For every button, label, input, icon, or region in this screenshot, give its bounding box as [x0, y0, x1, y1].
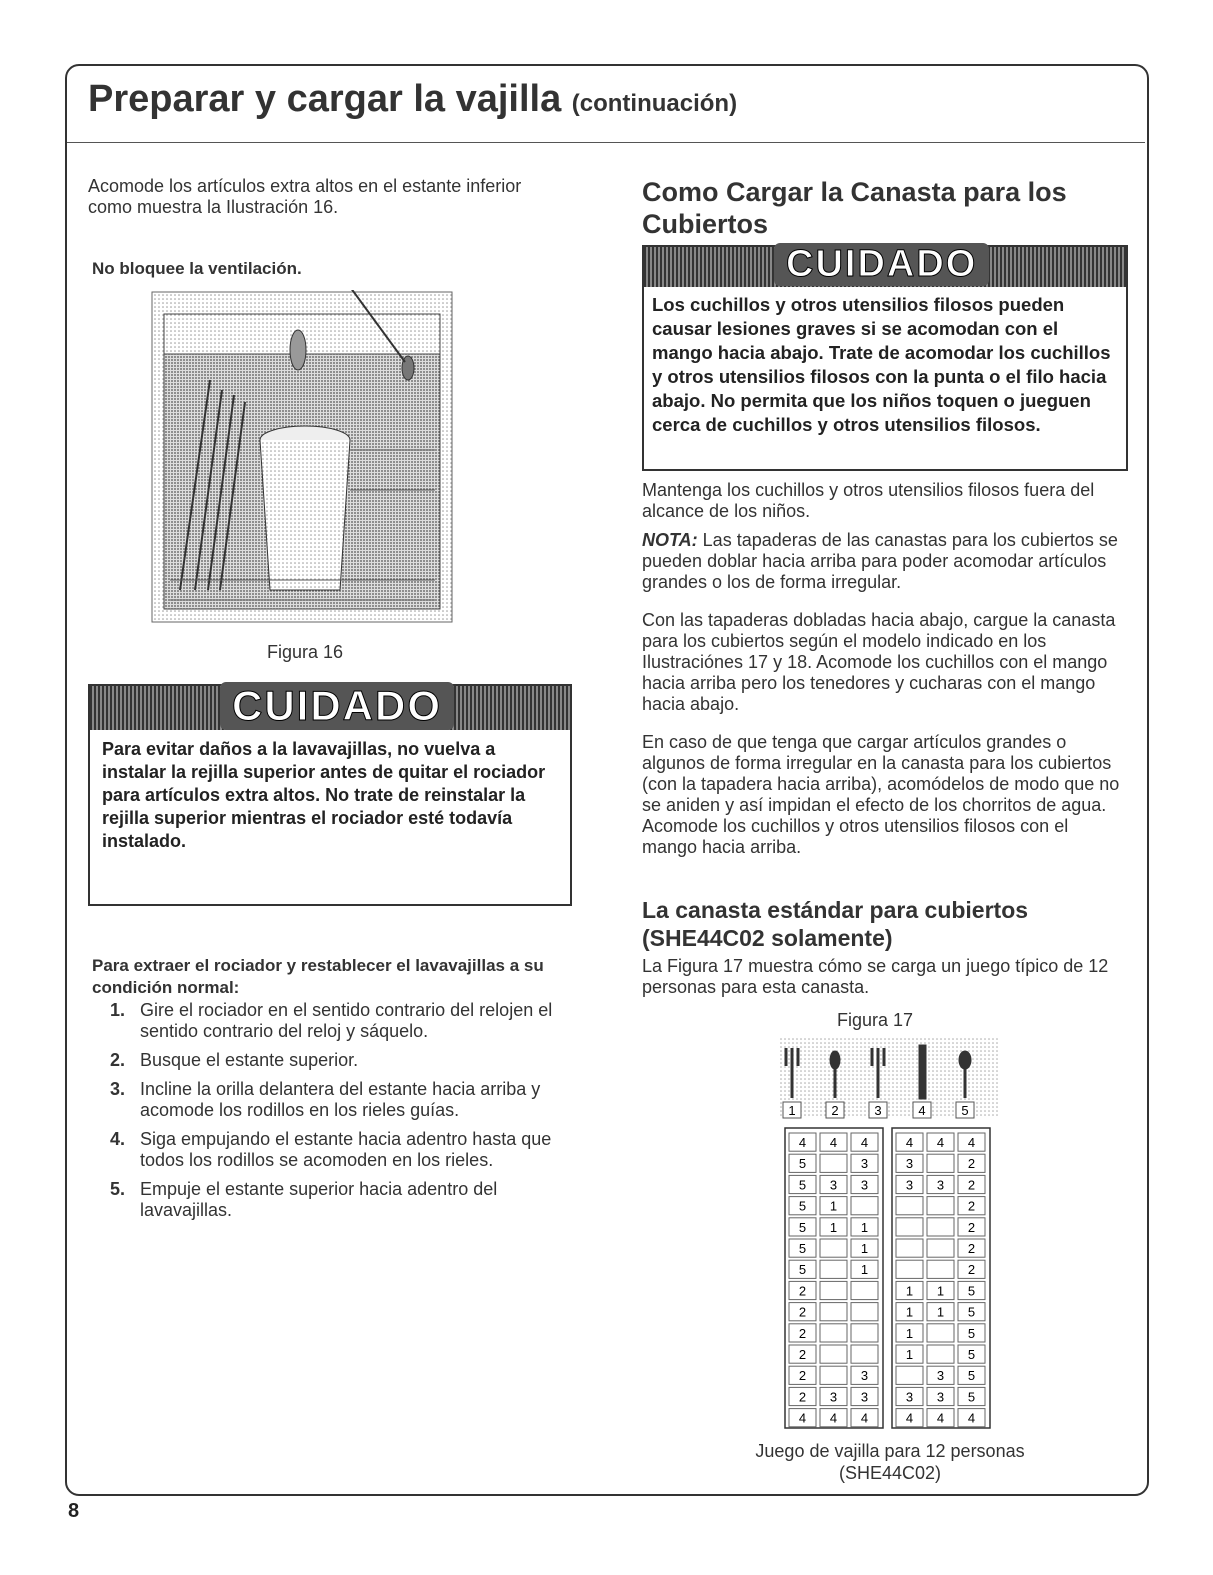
basket-slot-number: 5	[967, 1283, 976, 1299]
paragraph-figure-17: La Figura 17 muestra cómo se carga un juego típico de 12 personas para esta canasta.	[642, 956, 1109, 997]
basket-slot-number: 3	[936, 1177, 945, 1193]
basket-slot-number: 2	[798, 1304, 807, 1320]
basket-slot-number: 2	[967, 1241, 976, 1256]
basket-slot-number: 2	[798, 1389, 807, 1405]
basket-slot	[820, 1345, 847, 1363]
basket-slot-number: 5	[967, 1304, 976, 1320]
basket-slot-number: 4	[936, 1410, 945, 1426]
step-item: 3. Incline la orilla delantera del estante hacia arriba y acomode los rodillos en los rieles guías.	[110, 1079, 541, 1120]
figure-17-caption-line: Juego de vajilla para 12 personas	[755, 1441, 1025, 1461]
basket-slot	[820, 1260, 847, 1278]
basket-slot	[820, 1239, 847, 1257]
caution-box-rack	[88, 684, 572, 906]
step-item: 5. Empuje el estante superior hacia adentro del lavavajillas.	[110, 1179, 498, 1220]
basket-slot-number: 5	[967, 1347, 976, 1362]
section-heading-cubiertos: Como Cargar la Canasta para los Cubiertos	[642, 177, 1067, 239]
steps-list	[110, 1000, 580, 1229]
basket-slot	[820, 1324, 847, 1342]
basket-slot-number: 3	[860, 1368, 869, 1384]
basket-slot-number: 3	[936, 1368, 945, 1384]
figure-17-caption-line: (SHE44C02)	[838, 1463, 942, 1483]
nota-paragraph: NOTA: Las tapaderas de las canastas para los cubiertos se pueden doblar hacia arriba para poder acomodar artículos grandes o los de forma irregular.	[642, 530, 1118, 592]
step-item: 2. Busque el estante superior.	[110, 1050, 359, 1070]
basket-slot-number: 4	[860, 1410, 869, 1426]
basket-slot-number: 5	[967, 1368, 976, 1384]
basket-slot	[927, 1260, 954, 1278]
basket-slot	[851, 1281, 878, 1299]
basket-slot-number: 3	[905, 1389, 914, 1405]
basket-slot-number: 3	[829, 1177, 838, 1193]
basket-slot	[851, 1303, 878, 1321]
basket-slot-number: 1	[936, 1304, 945, 1320]
basket-slot-number: 1	[860, 1219, 869, 1235]
basket-slot-number: 1	[905, 1283, 914, 1299]
figure-16-caption: Figura 16	[266, 642, 344, 662]
basket-slot-number: 3	[829, 1389, 838, 1405]
page-title: Preparar y cargar la vajilla (continuación)	[88, 78, 738, 120]
basket-slot	[820, 1366, 847, 1384]
basket-slot	[896, 1260, 923, 1278]
basket-slot-number: 3	[860, 1177, 869, 1193]
paragraph-loading: Con las tapaderas dobladas hacia abajo, cargue la canasta para los cubiertos según el modelo indicado en los Ilustraciónes 17 y 18. Acomode los cuchillos con el mango hacia arriba pero los tenedores y cucharas con el mango hacia abajo.	[642, 610, 1116, 714]
basket-slot-number: 4	[860, 1135, 869, 1150]
basket-slot-number: 1	[936, 1283, 945, 1299]
title-divider	[67, 142, 1145, 143]
basket-slot-number: 5	[798, 1262, 807, 1278]
basket-slot-number: 5	[798, 1198, 807, 1214]
basket-slot-number: 4	[905, 1410, 914, 1426]
page-number: 8	[68, 1500, 80, 1522]
basket-slot-number: 2	[967, 1177, 976, 1193]
basket-slot-number: 4	[936, 1135, 945, 1150]
caution-word: CUIDADO	[220, 682, 454, 730]
figure-16-dishwasher-illustration	[150, 290, 455, 625]
caution-word: CUIDADO	[774, 243, 989, 286]
basket-slot-number: 1	[905, 1347, 914, 1362]
basket-slot	[820, 1154, 847, 1172]
basket-slot	[927, 1197, 954, 1215]
paragraph-keep-away: Mantenga los cuchillos y otros utensilios filosos fuera del alcance de los niños.	[642, 480, 1095, 521]
basket-slot-number: 5	[798, 1156, 807, 1172]
knife-icon	[920, 1046, 925, 1098]
basket-slot-number: 4	[905, 1135, 914, 1150]
legend-number: 4	[918, 1103, 926, 1118]
subheading-standard-basket: La canasta estándar para cubiertos (SHE44C02 solamente)	[642, 897, 1029, 951]
basket-slot	[896, 1366, 923, 1384]
basket-slot-number: 4	[829, 1135, 838, 1150]
basket-slot	[927, 1324, 954, 1342]
basket-slot	[927, 1154, 954, 1172]
paragraph-large-items: En caso de que tenga que cargar artículos grandes o algunos de forma irregular en la canasta para los cubiertos (con la tapadera hacia arriba), acomódelos de modo que no se aniden y así impidan el efecto de los chorritos de agua. Acomode los cuchillos y otros utensilios filosos con el mango hacia arriba.	[642, 732, 1120, 857]
vent-label: No bloquee la ventilación.	[92, 259, 302, 278]
basket-slot-number: 2	[798, 1347, 807, 1362]
basket-slot	[896, 1197, 923, 1215]
basket-slot-number: 1	[860, 1262, 869, 1278]
basket-slot	[927, 1218, 954, 1236]
basket-slot-number: 5	[798, 1177, 807, 1193]
basket-slot-number: 4	[798, 1410, 807, 1426]
basket-slot	[927, 1239, 954, 1257]
step-item: 1. Gire el rociador en el sentido contrario del relojen el sentido contrario del reloj y sáquelo.	[110, 1000, 553, 1041]
caution-box-knives	[642, 245, 1128, 471]
basket-slot	[896, 1239, 923, 1257]
basket-slot-number: 3	[860, 1389, 869, 1405]
basket-slot-number: 1	[829, 1219, 838, 1235]
legend-number: 5	[961, 1103, 969, 1118]
basket-slot-number: 4	[798, 1135, 807, 1150]
basket-slot-number: 3	[936, 1389, 945, 1405]
basket-slot	[820, 1303, 847, 1321]
basket-slot-number: 3	[905, 1177, 914, 1193]
steps-heading: Para extraer el rociador y restablecer el lavavajillas a su condición normal:	[92, 956, 544, 997]
legend-number: 1	[788, 1103, 796, 1118]
basket-slot-number: 1	[829, 1198, 838, 1214]
basket-slot-number: 4	[967, 1410, 976, 1426]
basket-slot-number: 2	[798, 1368, 807, 1384]
figure-17-label: Figura 17	[836, 1010, 914, 1030]
basket-slot-number: 5	[798, 1219, 807, 1235]
caution-text: Los cuchillos y otros utensilios filosos pueden causar lesiones graves si se acomodan con el mango hacia abajo. Trate de acomodar los cuchillos y otros utensilios filosos con la punta o el filo hacia abajo. No permita que los niños toquen o jueguen cerca de cuchillos y otros utensilios filosos.	[652, 294, 1111, 435]
basket-slot	[851, 1345, 878, 1363]
caution-text: Para evitar daños a la lavavajillas, no vuelva a instalar la rejilla superior antes de quitar el rociador para artículos extra altos. No trate de reinstalar la rejilla superior mientras el rociador esté todavía instalado.	[102, 739, 546, 851]
basket-slot-number: 1	[905, 1325, 914, 1341]
basket-slot-number: 1	[860, 1241, 869, 1256]
basket-slot-number: 5	[798, 1241, 807, 1256]
basket-slot-number: 3	[860, 1156, 869, 1172]
basket-slot	[927, 1345, 954, 1363]
basket-slot-number: 2	[967, 1219, 976, 1235]
basket-slot	[851, 1197, 878, 1215]
caution-band	[644, 243, 1126, 287]
basket-slot-number: 5	[967, 1325, 976, 1341]
basket-slot-number: 2	[798, 1283, 807, 1299]
figure-17-basket-diagram	[780, 1038, 1000, 1438]
basket-slot-number: 2	[967, 1198, 976, 1214]
intro-paragraph: Acomode los artículos extra altos en el estante inferior como muestra la Ilustración 16.	[88, 176, 522, 217]
legend-number: 2	[831, 1103, 839, 1118]
basket-slot-number: 4	[967, 1135, 976, 1150]
basket-slot-number: 5	[967, 1389, 976, 1405]
basket-slot	[820, 1281, 847, 1299]
step-item: 4. Siga empujando el estante hacia adentro hasta que todos los rodillos se acomoden en los rieles.	[110, 1129, 552, 1170]
basket-slot-number: 2	[967, 1262, 976, 1278]
basket-slot-number: 2	[798, 1325, 807, 1341]
basket-slot	[896, 1218, 923, 1236]
legend-number: 3	[874, 1103, 882, 1118]
basket-slot-number: 3	[905, 1156, 914, 1172]
basket-slot-number: 1	[905, 1304, 914, 1320]
figure-17-caption	[720, 1440, 1060, 1484]
basket-slot	[851, 1324, 878, 1342]
basket-slot-number: 4	[829, 1410, 838, 1426]
basket-slot-number: 2	[967, 1156, 976, 1172]
caution-band	[90, 682, 570, 730]
